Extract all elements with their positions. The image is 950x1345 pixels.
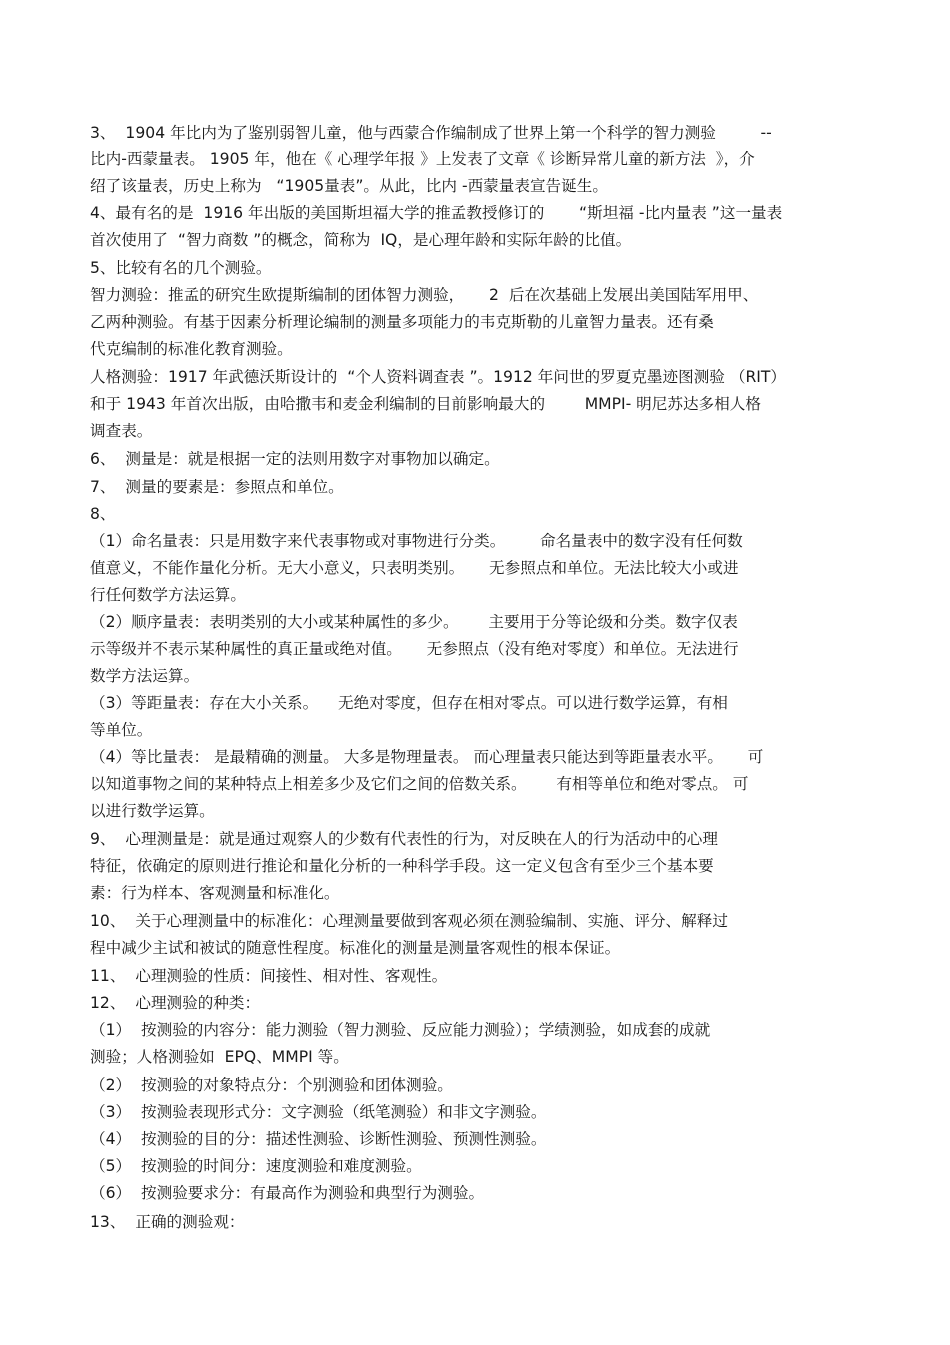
text-line: （1）命名量表：只是用数字来代表事物或对事物进行分类。 命名量表中的数字没有任何数 [90, 532, 743, 550]
text-line: 11、 心理测验的性质：间接性、相对性、客观性。 [90, 967, 448, 985]
text-line: 3、 1904 年比内为了鉴别弱智儿童，他与西蒙合作编制成了世界上第一个科学的智力测验 -- [90, 124, 772, 142]
text-line: 和于 1943 年首次出版，由哈撒韦和麦金利编制的目前影响最大的 MMPI- 明尼苏达多相人格 [90, 395, 761, 413]
text-line: （4）等比量表： 是最精确的测量。 大多是物理量表。 而心理量表只能达到等距量表水平。 可 [90, 748, 764, 766]
text-line: 绍了该量表，历史上称为 “1905量表”。从此，比内 -西蒙量表宣告诞生。 [90, 177, 608, 195]
text-line: 行任何数学方法运算。 [90, 586, 246, 604]
text-line: 8、 [90, 505, 116, 523]
text-line: 比内-西蒙量表。 1905 年，他在《 心理学年报 》上发表了文章《 诊断异常儿童的新方法 》，介 [90, 150, 755, 168]
text-line: （1） 按测验的内容分：能力测验（智力测验、反应能力测验）；学绩测验，如成套的成就 [90, 1021, 711, 1039]
text-line: 6、 测量是：就是根据一定的法则用数字对事物加以确定。 [90, 450, 500, 468]
text-line: 值意义，不能作量化分析。无大小意义，只表明类别。 无参照点和单位。无法比较大小或进 [90, 559, 739, 577]
text-line: 9、 心理测量是：就是通过观察人的少数有代表性的行为，对反映在人的行为活动中的心理 [90, 830, 718, 848]
text-line: 13、 正确的测验观： [90, 1213, 245, 1231]
text-line: 代克编制的标准化教育测验。 [90, 340, 293, 358]
text-line: 5、比较有名的几个测验。 [90, 259, 272, 277]
text-line: （4） 按测验的目的分：描述性测验、诊断性测验、预测性测验。 [90, 1130, 547, 1148]
text-line: 人格测验：1917 年武德沃斯设计的 “个人资料调查表 ”。1912 年问世的罗夏克墨迹图测验 （RIT） [90, 368, 787, 386]
text-line: 等单位。 [90, 721, 153, 739]
text-line: 特征，依确定的原则进行推论和量化分析的一种科学手段。这一定义包含有至少三个基本要 [90, 857, 714, 875]
text-line: （2） 按测验的对象特点分：个别测验和团体测验。 [90, 1076, 453, 1094]
text-line: 智力测验：推孟的研究生欧提斯编制的团体智力测验， 2 后在次基础上发展出美国陆军用甲、 [90, 286, 759, 304]
text-line: 测验；人格测验如 EPQ、MMPI 等。 [90, 1048, 349, 1066]
text-line: 素：行为样本、客观测量和标准化。 [90, 884, 340, 902]
text-line: 7、 测量的要素是：参照点和单位。 [90, 478, 344, 496]
text-line: （6） 按测验要求分：有最高作为测验和典型行为测验。 [90, 1184, 485, 1202]
text-line: 示等级并不表示某种属性的真正量或绝对值。 无参照点（没有绝对零度）和单位。无法进行 [90, 640, 739, 658]
text-line: 12、 心理测验的种类： [90, 994, 261, 1012]
text-line: 4、最有名的是 1916 年出版的美国斯坦福大学的推孟教授修订的 “斯坦福 -比内量表 ”这一量表 [90, 204, 783, 222]
text-line: （2）顺序量表：表明类别的大小或某种属性的多少。 主要用于分等论级和分类。数字仅表 [90, 613, 738, 631]
text-line: （3）等距量表：存在大小关系。 无绝对零度，但存在相对零点。可以进行数学运算，有相 [90, 694, 728, 712]
text-line: 调查表。 [90, 422, 153, 440]
text-line: 以进行数学运算。 [90, 802, 215, 820]
text-line: 首次使用了 “智力商数 ”的概念，简称为 IQ，是心理年龄和实际年龄的比值。 [90, 231, 632, 249]
text-line: 数学方法运算。 [90, 667, 200, 685]
text-line: 以知道事物之间的某种特点上相差多少及它们之间的倍数关系。 有相等单位和绝对零点。 可 [90, 775, 749, 793]
text-line: （3） 按测验表现形式分：文字测验（纸笔测验）和非文字测验。 [90, 1103, 547, 1121]
text-line: 程中减少主试和被试的随意性程度。标准化的测量是测量客观性的根本保证。 [90, 939, 621, 957]
text-line: 乙两种测验。有基于因素分析理论编制的测量多项能力的韦克斯勒的儿童智力量表。还有桑 [90, 313, 714, 331]
text-line: （5） 按测验的时间分：速度测验和难度测验。 [90, 1157, 422, 1175]
text-line: 10、 关于心理测量中的标准化：心理测量要做到客观必须在测验编制、实施、评分、解释过 [90, 912, 728, 930]
